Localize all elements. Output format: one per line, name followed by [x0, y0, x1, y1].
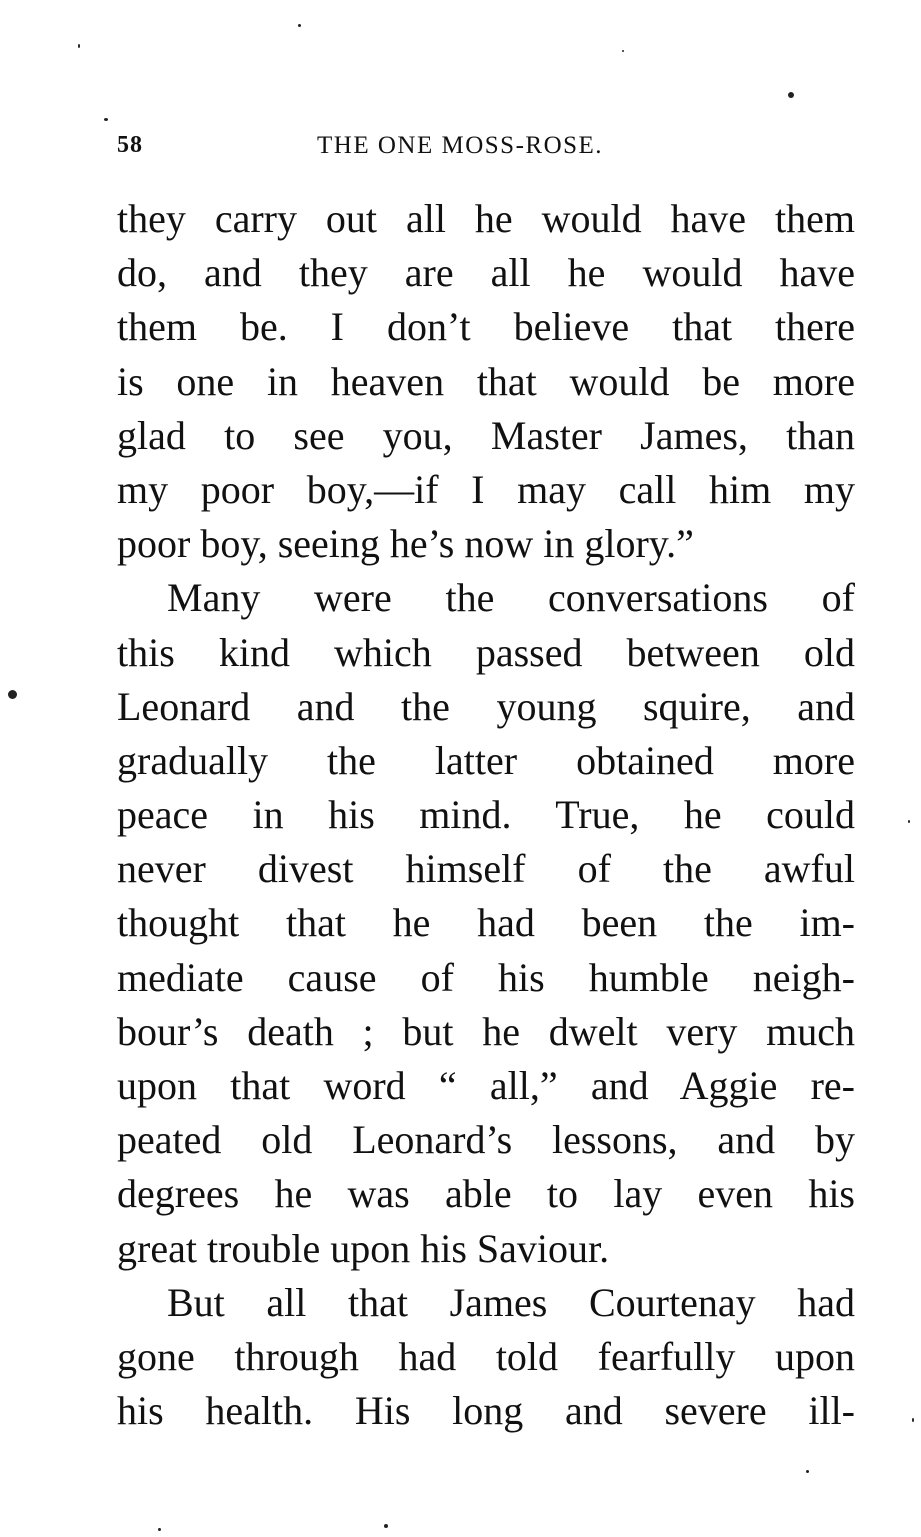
text-line: bour’s death ; but he dwelt very much: [117, 1008, 855, 1054]
text-line: gradually the latter obtained more: [117, 737, 855, 783]
page-number: 58: [117, 132, 143, 158]
body-text: [117, 192, 855, 1438]
text-line: peated old Leonard’s lessons, and by: [117, 1117, 855, 1163]
scan-speck: [622, 50, 624, 52]
running-header: [117, 128, 857, 164]
text-line: degrees he was able to lay even his: [117, 1171, 855, 1217]
text-line: my poor boy,—if I may call him my: [117, 466, 855, 512]
scan-speck: [908, 820, 910, 823]
scan-speck: [78, 44, 80, 48]
scan-speck: [806, 1470, 809, 1473]
scan-speck: [8, 690, 17, 699]
text-line: But all that James Courtenay had: [167, 1279, 855, 1325]
text-line: is one in heaven that would be more: [117, 358, 855, 404]
text-line: great trouble upon his Saviour.: [117, 1225, 610, 1271]
text-line: Leonard and the young squire, and: [117, 683, 855, 729]
text-line: never divest himself of the awful: [117, 846, 855, 892]
text-line: upon that word “ all,” and Aggie re-: [117, 1063, 855, 1108]
scan-speck: [104, 118, 108, 121]
text-line: his health. His long and severe ill-: [117, 1388, 855, 1434]
text-line: glad to see you, Master James, than: [117, 412, 855, 458]
running-title: THE ONE MOSS-ROSE.: [317, 132, 604, 159]
scan-speck: [384, 1524, 388, 1528]
scan-speck: [298, 24, 301, 27]
text-line: gone through had told fearfully upon: [117, 1333, 855, 1379]
text-line: this kind which passed between old: [117, 629, 855, 675]
text-line: peace in his mind. True, he could: [117, 792, 855, 838]
scan-speck: [158, 1528, 161, 1531]
text-line: thought that he had been the im-: [117, 900, 855, 946]
text-line: do, and they are all he would have: [117, 250, 855, 296]
text-line: poor boy, seeing he’s now in glory.”: [117, 521, 694, 567]
text-line: them be. I don’t believe that there: [117, 304, 855, 350]
scan-speck: [912, 1418, 914, 1422]
scan-speck: [788, 92, 794, 98]
text-line: Many were the conversations of: [167, 575, 855, 621]
text-line: they carry out all he would have them: [117, 196, 855, 241]
text-line: mediate cause of his humble neigh-: [117, 954, 855, 1000]
